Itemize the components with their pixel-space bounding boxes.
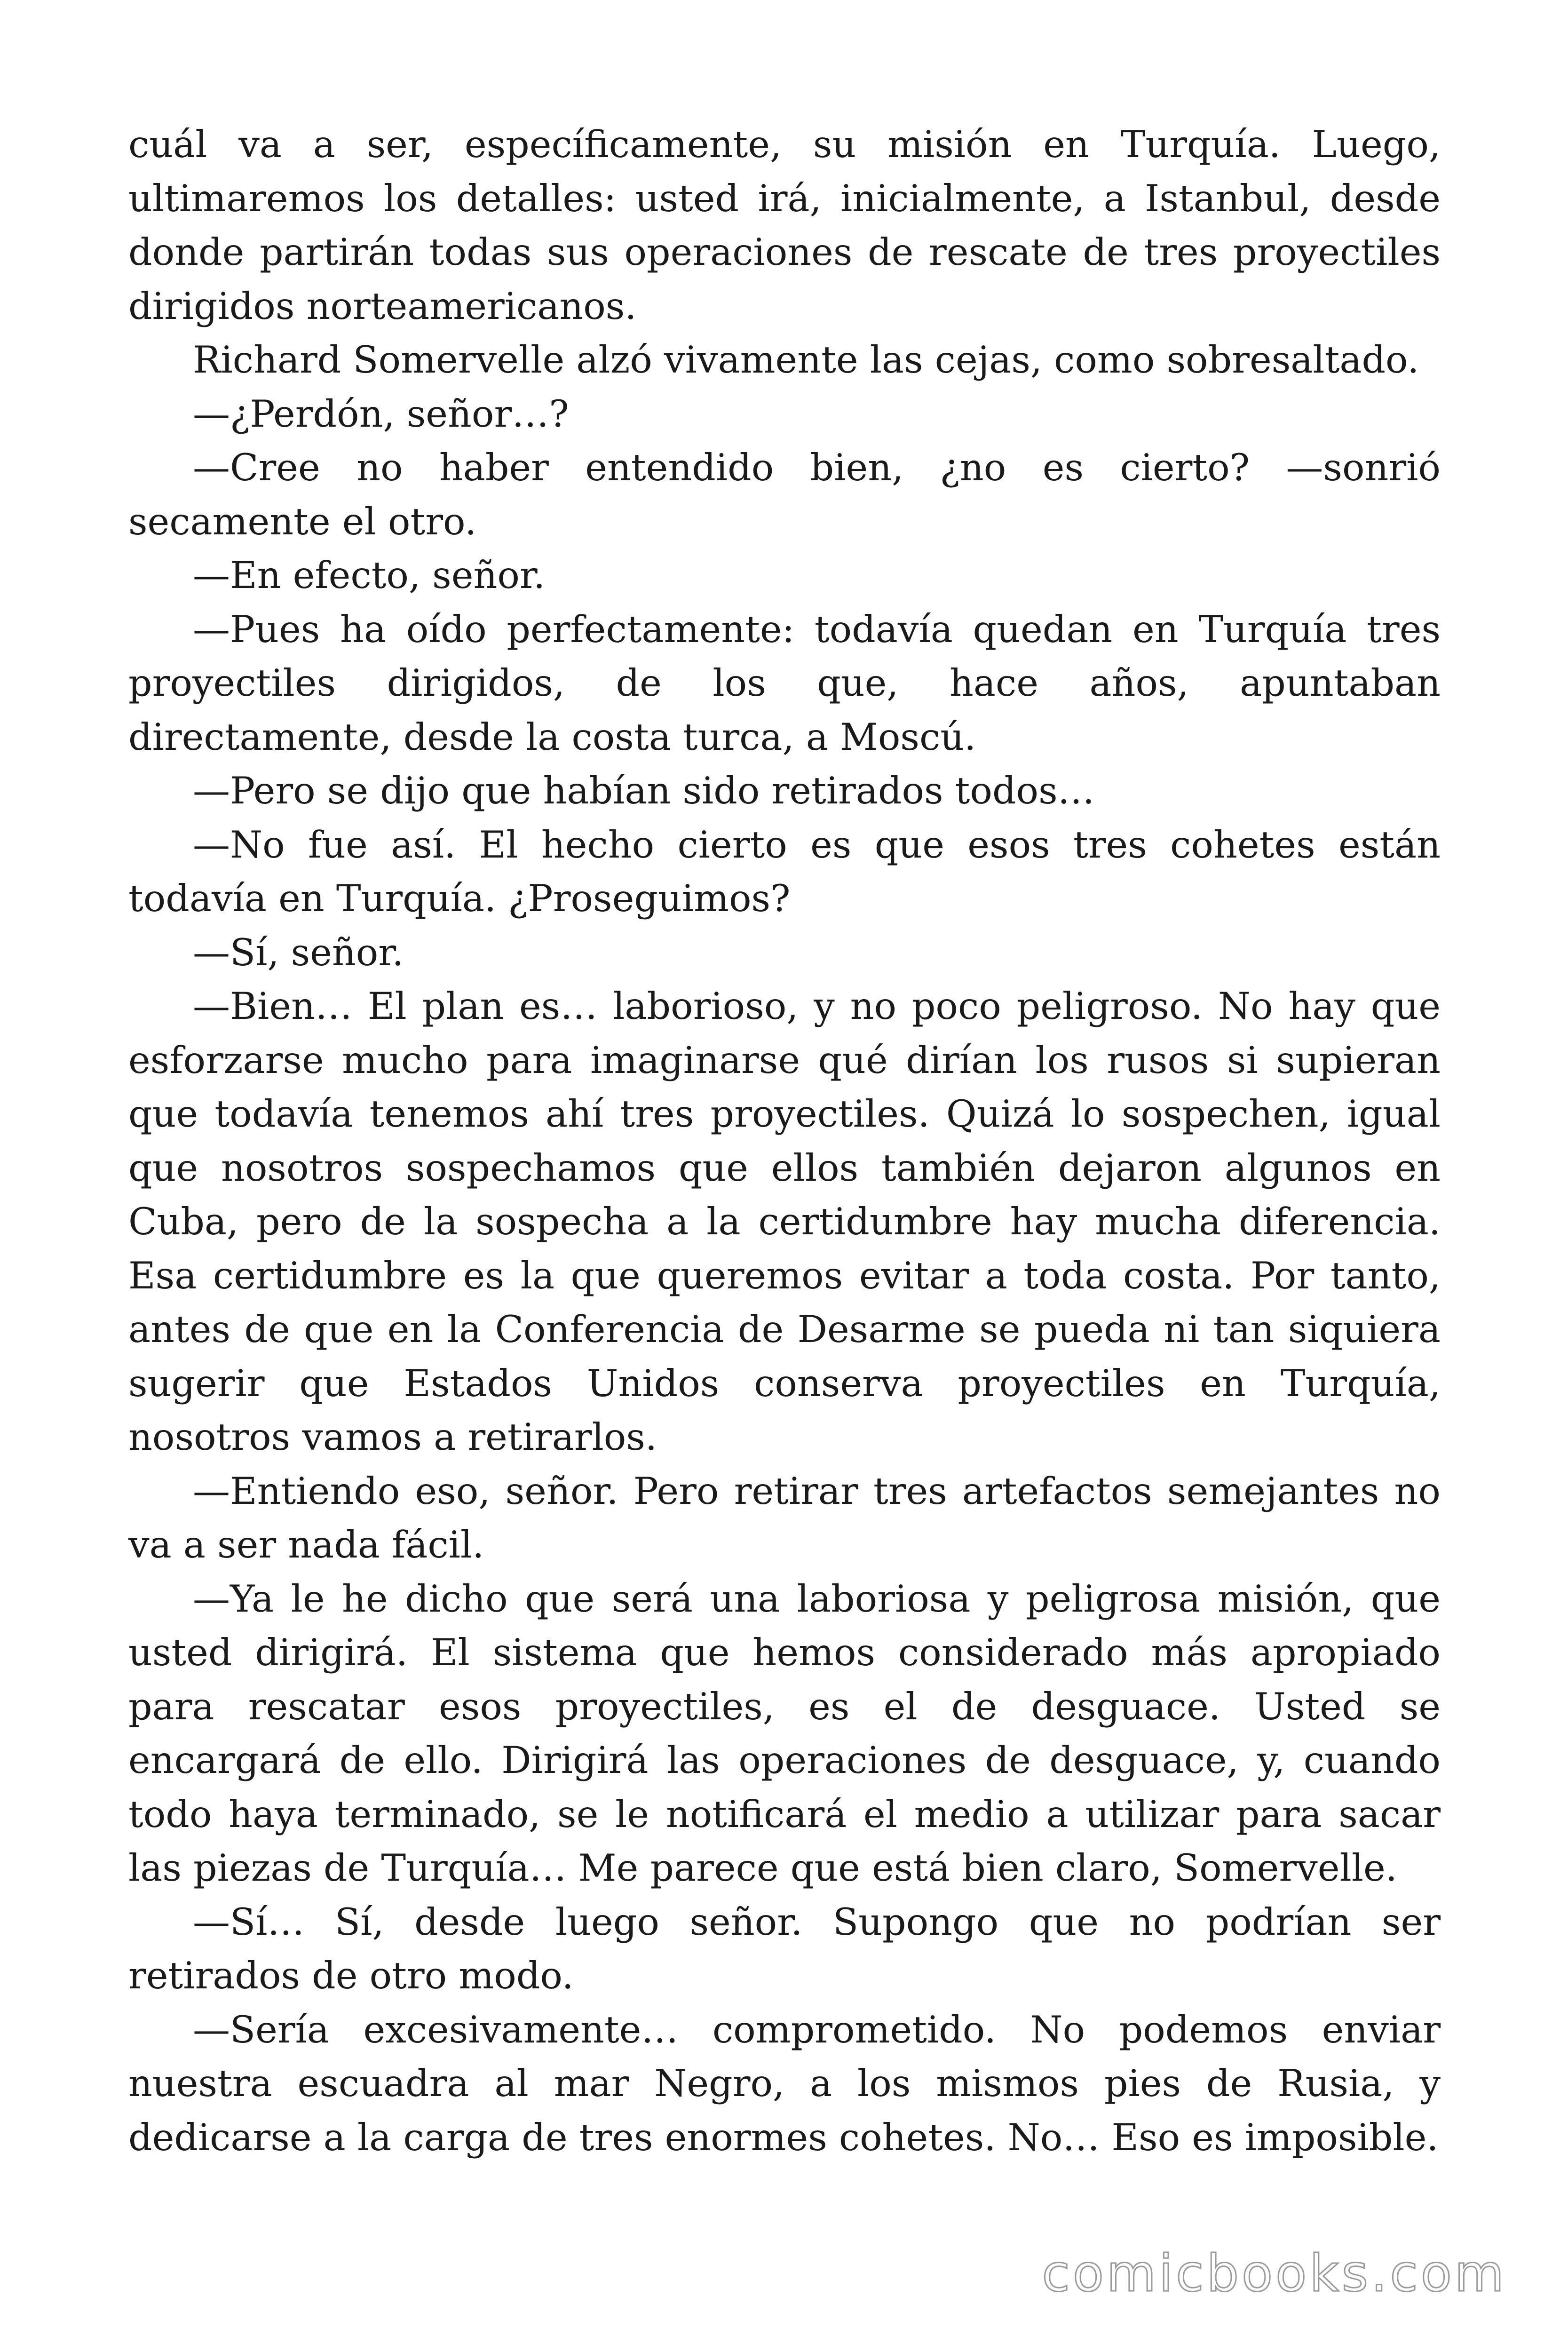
page-text — [128, 118, 1441, 2164]
paragraph: cuál va a ser, específicamente, su misión en Turquía. Luego, ultimaremos los detalles: usted irá, inicialmente, a Istanbul, desde donde partirán todas sus operaciones de rescate de tres proyectiles dirigidos norteamericanos. — [128, 123, 1441, 328]
paragraph: —En efecto, señor. — [193, 554, 546, 597]
paragraph: —¿Perdón, señor…? — [193, 392, 569, 436]
paragraph: —No fue así. El hecho cierto es que esos tres cohetes están todavía en Turquía. ¿Proseguimos? — [128, 823, 1441, 920]
paragraph: Richard Somervelle alzó vivamente las cejas, como sobresaltado. — [193, 338, 1419, 381]
paragraph: —Sería excesivamente… comprometido. No podemos enviar nuestra escuadra al mar Negro, a los mismos pies de Rusia, y dedicarse a la carga de tres enormes cohetes. No… Eso es imposible. — [128, 2008, 1441, 2159]
paragraph: —Ya le he dicho que será una laboriosa y peligrosa misión, que usted dirigirá. El sistema que hemos considerado más apropiado para rescatar esos proyectiles, es el de desguace. Usted se encargará de ello. Dirigirá las operaciones de desguace, y, cuando todo haya terminado, se le notificará el medio a utilizar para sacar las piezas de Turquía… Me parece que está bien claro, Somervelle. — [128, 1577, 1441, 1890]
paragraph: —Pero se dijo que habían sido retirados todos… — [193, 769, 1095, 812]
paragraph: —Sí… Sí, desde luego señor. Supongo que no podrían ser retirados de otro modo. — [128, 1900, 1441, 1997]
paragraph: —Entiendo eso, señor. Pero retirar tres artefactos semejantes no va a ser nada fácil. — [128, 1469, 1441, 1566]
paragraph: —Pues ha oído perfectamente: todavía quedan en Turquía tres proyectiles dirigidos, de los que, hace años, apuntaban directamente, desde la costa turca, a Moscú. — [128, 607, 1441, 759]
paragraph: —Bien… El plan es… laborioso, y no poco peligroso. No hay que esforzarse mucho para imaginarse qué dirían los rusos si supieran que todavía tenemos ahí tres proyectiles. Quizá lo sospechen, igual que nosotros sospechamos que ellos también dejaron algunos en Cuba, pero de la sospecha a la certidumbre hay mucha diferencia. Esa certidumbre es la que queremos evitar a toda costa. Por tanto, antes de que en la Conferencia de Desarme se pueda ni tan siquiera sugerir que Estados Unidos conserva proyectiles en Turquía, nosotros vamos a retirarlos. — [128, 985, 1441, 1459]
paragraph: —Cree no haber entendido bien, ¿no es cierto? —sonrió secamente el otro. — [128, 446, 1441, 543]
paragraph: —Sí, señor. — [193, 930, 404, 974]
watermark-text: comicbooks.com — [1042, 2244, 1507, 2303]
